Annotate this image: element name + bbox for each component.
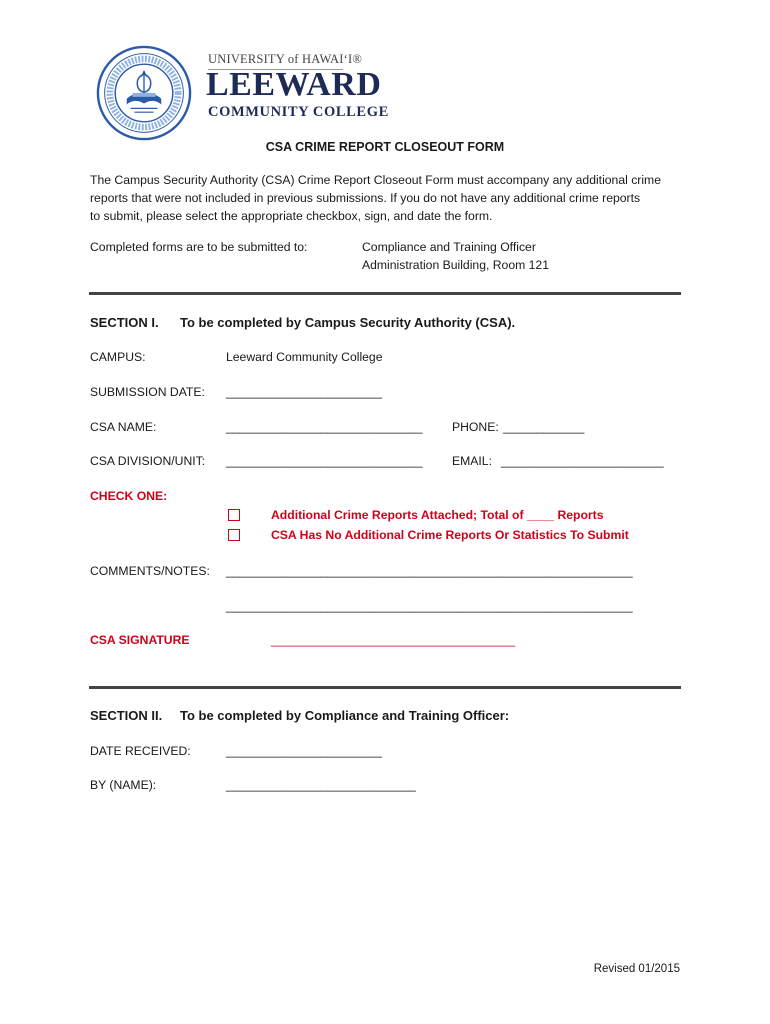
campus-label: CAMPUS: xyxy=(90,350,146,364)
section1-number: SECTION I. xyxy=(90,315,159,330)
section2-number: SECTION II. xyxy=(90,708,163,723)
no-additional-reports-option-label: CSA Has No Additional Crime Reports Or Statistics To Submit xyxy=(271,528,629,542)
intro-line: reports that were not included in previous submissions. If you do not have any additional crime reports xyxy=(90,191,641,205)
division-label: CSA DIVISION/UNIT: xyxy=(90,454,206,468)
no-additional-reports-checkbox[interactable] xyxy=(228,529,240,541)
by-name-field[interactable]: ____________________________ xyxy=(226,778,416,792)
university-seal-logo xyxy=(96,45,192,141)
comments-line[interactable]: ____________________________________________________________ xyxy=(226,564,633,578)
csa-name-field[interactable]: _____________________________ xyxy=(226,420,423,434)
phone-label: PHONE: xyxy=(452,420,499,434)
additional-reports-checkbox[interactable] xyxy=(228,509,240,521)
submit-to-recipient: Compliance and Training Officer xyxy=(362,240,536,254)
form-title: CSA CRIME REPORT CLOSEOUT FORM xyxy=(265,140,505,154)
college-brand-name: LEEWARD xyxy=(206,66,382,103)
section2-heading: To be completed by Compliance and Training Officer: xyxy=(180,708,510,723)
intro-line: The Campus Security Authority (CSA) Crime Report Closeout Form must accompany any additional crime xyxy=(90,173,661,187)
section1-heading: To be completed by Campus Security Authority (CSA). xyxy=(180,315,516,330)
comments-label: COMMENTS/NOTES: xyxy=(90,564,210,578)
date-received-label: DATE RECEIVED: xyxy=(90,744,191,758)
section-divider xyxy=(89,686,681,689)
college-subtitle: COMMUNITY COLLEGE xyxy=(208,104,389,120)
email-field[interactable]: ________________________ xyxy=(501,454,664,468)
check-one-label: CHECK ONE: xyxy=(90,489,168,503)
university-name: UNIVERSITY of HAWAI‘I® xyxy=(208,52,363,66)
csa-name-label: CSA NAME: xyxy=(90,420,157,434)
submit-to-location: Administration Building, Room 121 xyxy=(362,258,549,272)
submission-date-label: SUBMISSION DATE: xyxy=(90,385,205,399)
by-name-label: BY (NAME): xyxy=(90,778,157,792)
signature-field[interactable]: ____________________________________ xyxy=(271,633,516,647)
submit-to-label: Completed forms are to be submitted to: xyxy=(90,240,308,254)
intro-paragraph xyxy=(90,171,690,225)
additional-reports-option-label: Additional Crime Reports Attached; Total of ____ Reports xyxy=(271,508,604,522)
date-received-field[interactable]: _______________________ xyxy=(226,744,382,758)
phone-field[interactable]: ____________ xyxy=(503,420,585,434)
revision-date: Revised 01/2015 xyxy=(593,963,680,975)
comments-line[interactable]: ____________________________________________________________ xyxy=(226,599,633,613)
email-label: EMAIL: xyxy=(452,454,492,468)
division-field[interactable]: _____________________________ xyxy=(226,454,423,468)
campus-value: Leeward Community College xyxy=(226,350,383,364)
section-divider xyxy=(89,292,681,295)
signature-label: CSA SIGNATURE xyxy=(90,633,190,647)
submission-date-field[interactable]: _______________________ xyxy=(226,385,382,399)
intro-line: to submit, please select the appropriate checkbox, sign, and date the form. xyxy=(90,209,493,223)
